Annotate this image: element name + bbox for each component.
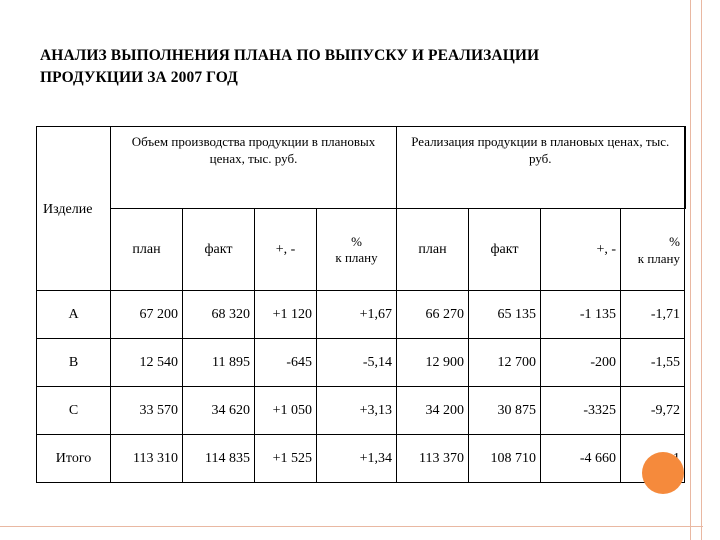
decorative-orange-circle <box>642 452 684 494</box>
cell-s-plan: 34 200 <box>397 387 469 435</box>
header-row-columns <box>37 209 685 291</box>
header-p-fact: факт <box>183 209 255 291</box>
cell-s-fact: 12 700 <box>469 339 541 387</box>
cell-s-fact: 30 875 <box>469 387 541 435</box>
slide-frame-right <box>690 0 702 540</box>
cell-s-plan: 113 370 <box>397 435 469 483</box>
cell-p-fact: 114 835 <box>183 435 255 483</box>
header-production-group: Объем производства продукции в плановых ценах, тыс. руб. <box>111 127 397 209</box>
slide-frame-bottom <box>0 526 703 527</box>
plan-analysis-table <box>36 126 686 483</box>
cell-p-pct: +1,67 <box>317 291 397 339</box>
header-p-pct-top: % <box>351 233 362 249</box>
cell-s-pct: -1,55 <box>621 339 685 387</box>
cell-s-fact: 108 710 <box>469 435 541 483</box>
row-name: С <box>37 387 111 435</box>
header-sales-group: Реализация продукции в плановых ценах, тыс. руб. <box>397 127 685 209</box>
cell-p-fact: 68 320 <box>183 291 255 339</box>
cell-p-plan: 113 310 <box>111 435 183 483</box>
header-s-plan: план <box>397 209 469 291</box>
cell-p-pct: +1,34 <box>317 435 397 483</box>
cell-p-plan: 12 540 <box>111 339 183 387</box>
header-product <box>37 127 111 291</box>
row-name: А <box>37 291 111 339</box>
header-s-fact: факт <box>469 209 541 291</box>
cell-s-pct: -9,72 <box>621 387 685 435</box>
header-s-pct-bottom: к плану <box>637 250 680 266</box>
cell-s-plan: 12 900 <box>397 339 469 387</box>
cell-s-fact: 65 135 <box>469 291 541 339</box>
cell-s-diff: -3325 <box>541 387 621 435</box>
cell-p-fact: 34 620 <box>183 387 255 435</box>
table-row <box>37 339 685 387</box>
header-p-plan: план <box>111 209 183 291</box>
title-line-1: АНАЛИЗ ВЫПОЛНЕНИЯ ПЛАНА ПО ВЫПУСКУ И РЕАЛИЗАЦИИ <box>40 47 540 64</box>
header-p-pct <box>317 209 397 291</box>
cell-p-fact: 11 895 <box>183 339 255 387</box>
header-s-pct-top: % <box>669 233 680 249</box>
table-row <box>37 291 685 339</box>
title-line-2: ПРОДУКЦИИ ЗА 2007 ГОД <box>40 69 238 86</box>
cell-p-diff: -645 <box>255 339 317 387</box>
cell-s-pct: -1,71 <box>621 291 685 339</box>
table-row-total <box>37 435 685 483</box>
slide-title <box>40 45 660 89</box>
cell-p-pct: +3,13 <box>317 387 397 435</box>
header-row-groups <box>37 127 685 209</box>
cell-p-diff: +1 525 <box>255 435 317 483</box>
header-s-diff: +, - <box>541 209 621 291</box>
cell-p-plan: 33 570 <box>111 387 183 435</box>
row-name: Итого <box>37 435 111 483</box>
table-row <box>37 387 685 435</box>
header-s-pct <box>621 209 685 291</box>
cell-p-diff: +1 050 <box>255 387 317 435</box>
header-product-label: Изделие <box>43 202 93 217</box>
row-name: В <box>37 339 111 387</box>
cell-s-diff: -4 660 <box>541 435 621 483</box>
cell-p-plan: 67 200 <box>111 291 183 339</box>
cell-s-diff: -1 135 <box>541 291 621 339</box>
cell-s-diff: -200 <box>541 339 621 387</box>
cell-p-pct: -5,14 <box>317 339 397 387</box>
cell-s-plan: 66 270 <box>397 291 469 339</box>
header-p-pct-bottom: к плану <box>335 249 378 265</box>
cell-p-diff: +1 120 <box>255 291 317 339</box>
header-p-diff: +, - <box>255 209 317 291</box>
